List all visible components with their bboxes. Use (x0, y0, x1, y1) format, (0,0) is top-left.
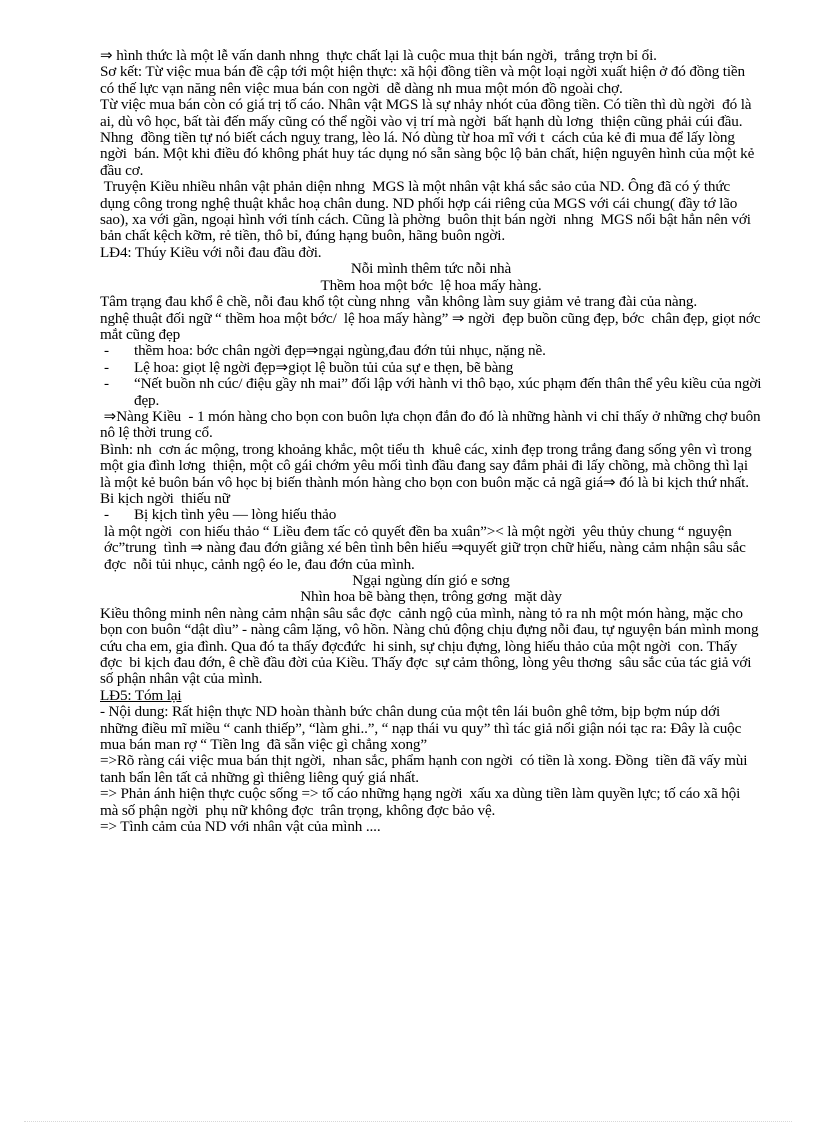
paragraph: Bình: nh cơn ác mộng, trong khoảng khắc, một tiểu th khuê các, xinh đẹp trong trắng đang sống yên vì trong một gia đình lơng thiện, một cô gái chớm yêu mối tình đầu đang say đắm phải đi lấy chồng, mà chồng thì lại là một kẻ buôn bán vô học bị biến thành món hàng cho bọn con buôn mặc cả ngã giá⇒ đó là bi kịch thứ nhất. Bi kịch ngời thiếu nữ (100, 440, 756, 507)
verse-line: Nỗi mình thêm tức nỗi nhà (350, 260, 512, 278)
paragraph: => Phản ánh hiện thực cuộc sống => tố cáo những hạng ngời xấu xa dùng tiền làm quyền lực; tố cáo xã hội mà số phận ngời phụ nữ không đợc trân trọng, không đợc bảo vệ. (100, 785, 744, 819)
paragraph: Nhng đồng tiền tự nó biết cách nguỵ trang, lèo lá. Nó dùng từ hoa mĩ với t cách của kẻ đi mua để lấy lòng ngời bán. Một khi điều đó không phát huy tác dụng nó sẵn sàng bộc lộ bản chất, hiện nguyên hình của một kẻ đầu cơ. (100, 129, 758, 179)
paragraph: ⇒ hình thức là một lễ vấn danh nhng thực chất lại là cuộc mua thịt bán ngời, trắng trợn bỉ ổi. (100, 47, 657, 64)
list-item-text: Bị kịch tình yêu — lòng hiếu thảo (134, 506, 337, 524)
section-heading: LĐ4: Thúy Kiều với nỗi đau đầu đời. (100, 243, 322, 261)
paragraph: => Tình cảm của ND với nhân vật của mình .... (100, 818, 381, 836)
paragraph: Tâm trạng đau khổ ê chề, nỗi đau khổ tột cùng nhng vẫn không làm suy giảm vẻ trang đài của nàng. (100, 293, 698, 311)
paragraph: ⇒Nàng Kiều - 1 món hàng cho bọn con buôn lựa chọn đắn đo đó là những hành vi chỉ thấy ở những chợ buôn nô lệ thời trung cổ. (100, 407, 765, 442)
section-heading: LĐ5: Tóm lại (100, 686, 182, 704)
page-bottom-divider (24, 1121, 792, 1122)
verse-line: Nhìn hoa bẽ bàng thẹn, trông gơng mặt dày (300, 588, 562, 606)
paragraph: - Nội dung: Rất hiện thực ND hoàn thành bức chân dung của một tên lái buôn ghê tởm, bịp bợm núp dới những điều mĩ miều “ canh thiếp”, “làm ghi..”, “ nạp thái vu quy” thì tác giả nổi giận nói tạc ra: Đây là cuộc mua bán man rợ “ Tiền lng đã sẵn việc gì chẳng xong” (100, 703, 745, 754)
paragraph: Sơ kết: Từ việc mua bán đề cập tới một hiện thực: xã hội đồng tiền và một loại ngời xuất hiện ở đó đồng tiền có thế lực vạn năng nên việc mua bán con ngời dễ dàng nh mua một món đồ ngoài chợ. (100, 63, 749, 97)
bullet-dash: - (104, 506, 109, 524)
paragraph: Kiều thông minh nên nàng cảm nhận sâu sắc đợc cảnh ngộ của mình, nàng tỏ ra nh một món hàng, mặc cho bọn con buôn “dật dìu” - nàng câm lặng, vô hồn. Nàng chủ động chịu đựng nỗi đau, tự nguyện bán mình mong cứu cha em, gia đình. Qua đó ta thấy đợcđức hi sinh, sự chịu đựng, lòng hiếu thảo của một ngời con. Thấy đợc bi kịch đau đớn, ê chề đầu đời của Kiều. Thấy đợc sự cảm thông, lòng yêu thơng sâu sắc của tác giả với số phận nhân vật của mình. (100, 604, 763, 688)
paragraph: Từ việc mua bán còn có giá trị tố cáo. Nhân vật MGS là sự nhảy nhót của đồng tiền. Có tiền thì dù ngời đó là ai, dù vô học, bất tài đến mấy cũng có thể ngồi vào vị trí mà ngời bất hạnh dù lơng thiện cũng phải cúi đầu. (100, 96, 756, 130)
bullet-dash: - (104, 358, 109, 376)
bullet-dash: - (104, 375, 109, 393)
list-item-text: “Nết buồn nh cúc/ điệu gầy nh mai” đối lập với hành vi thô bạo, xúc phạm đến thân thể yêu kiều của ngời đẹp. (134, 375, 762, 409)
list-item (100, 507, 762, 523)
list-item (100, 343, 762, 359)
paragraph: nghệ thuật đối ngữ “ thềm hoa một bớc/ lệ hoa mấy hàng” ⇒ ngời đẹp buồn cũng đẹp, bớc chân đẹp, giọt nớc mắt cũng đẹp (100, 309, 768, 343)
list-item (100, 360, 762, 376)
list-item (100, 376, 762, 409)
bullet-dash: - (104, 342, 109, 360)
document-body (100, 47, 768, 836)
paragraph: Truyện Kiều nhiều nhân vật phản diện nhng MGS là một nhân vật khá sắc sảo của ND. Ông đã có ý thức dụng công trong nghệ thuật khắc hoạ chân dung. ND phối hợp cái riêng của MGS với cái chung( đầy tớ lão sao), xa với gần, ngoại hình với tính cách. Cũng là phờng buôn thịt bán ngời nhng MGS nổi bật hẳn nên với bản chất kệch kỡm, rẻ tiền, thô bỉ, đúng hạng buôn, hãng buôn ngời. (100, 178, 755, 245)
verse-line: Thềm hoa một bớc lệ hoa mấy hàng. (320, 276, 542, 294)
list-item-text: Lệ hoa: giọt lệ ngời đẹp⇒giọt lệ buồn tủi của sự e thẹn, bẽ bàng (134, 358, 514, 376)
paragraph: là một ngời con hiếu thảo “ Liều đem tấc cỏ quyết đền ba xuân”>< là một ngời yêu thủy chung “ nguyện ớc”trung tình ⇒ nàng đau đớn giằng xé bên tình bên hiếu ⇒quyết giữ trọn chữ hiếu, nàng cảm nhận sâu sắc đợc nỗi tủi nhục, cảnh ngộ éo le, đau đớn của mình. (104, 522, 750, 573)
verse-line: Ngại ngùng dín gió e sơng (352, 572, 510, 589)
list-item-text: thềm hoa: bớc chân ngời đẹp⇒ngại ngùng,đau đớn tủi nhục, nặng nề. (134, 342, 546, 360)
paragraph: =>Rõ ràng cái việc mua bán thịt ngời, nhan sắc, phẩm hạnh con ngời có tiền là xong. Đồng tiền đã vấy mùi tanh bẩn lên tất cả những gì thiêng liêng quý giá nhất. (100, 752, 751, 786)
